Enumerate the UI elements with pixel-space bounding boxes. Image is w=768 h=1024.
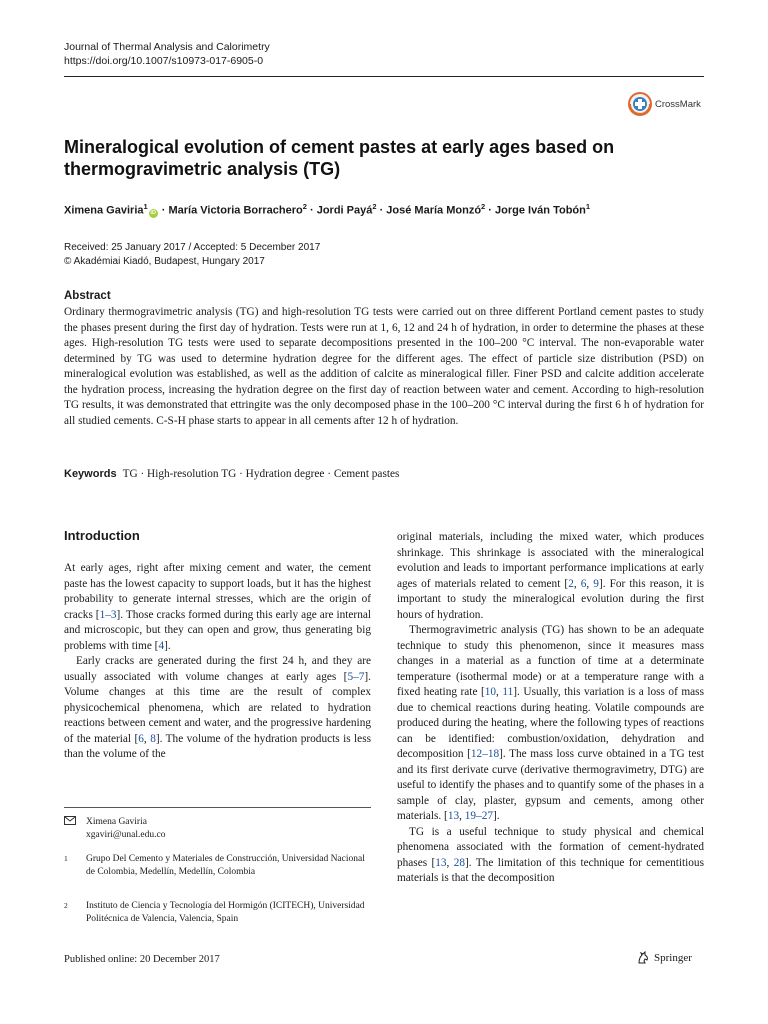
affiliation-footnote bbox=[64, 900, 371, 925]
introduction-heading: Introduction bbox=[64, 528, 140, 543]
abstract-heading: Abstract bbox=[64, 290, 111, 302]
citation-link[interactable]: 13 bbox=[447, 810, 460, 822]
author-separator: · bbox=[485, 204, 495, 217]
author-name[interactable]: Jorge Iván Tobón bbox=[495, 204, 586, 217]
received-dates: Received: 25 January 2017 / Accepted: 5 December 2017 bbox=[64, 242, 321, 253]
author-affiliation: 2 bbox=[302, 202, 307, 211]
abstract-text: Ordinary thermogravimetric analysis (TG) and high-resolution TG tests were carried out on three different Portland cement pastes to study the phases present during the first day of hydration. Tests were run at 1, 6, 12 and 24 h of hydration, in order to determine the phases at these ages. High-resolution TG tests were used to separate decompositions presented in the 100–200 °C interval. The non-evaporable water determined by TG was used to determine hydration degree for the different ages. The effect of particle size distribution (PSD) on mineralogical evolution was established, as well as the addition of calcite as mineralogical filler. Finer PSD and calcite addition accelerate the hydration process, increasing the hydration degree on the first day of reaction between water and cement. According to high-resolution TG results, it was demonstrated that ettringite was the only decomposed phase in the 100–200 °C interval during the first 6 h of hydration for all studied cements. C-S-H phase starts to appear in all cements after 12 h of hydration. bbox=[64, 306, 704, 427]
affiliation-number: 2 bbox=[64, 901, 68, 910]
citation-link[interactable]: 1–3 bbox=[99, 608, 117, 621]
body-column-right bbox=[397, 530, 704, 887]
author-affiliation: 1 bbox=[143, 202, 148, 211]
citation-link[interactable]: 5–7 bbox=[347, 670, 365, 683]
publisher-name: Springer bbox=[654, 952, 692, 964]
author-name[interactable]: María Victoria Borrachero bbox=[168, 204, 303, 217]
published-date: Published online: 20 December 2017 bbox=[64, 954, 220, 965]
paragraph: At early ages, right after mixing cement and water, the cement paste has the lowest capacity to support loads, but it has the highest probability to generate internal stresses, which are the origin of cracks [1–3]. Those cracks formed during this early age are internal and microscopic, but they can open and grow, thus generating big problems with time [4]. bbox=[64, 562, 371, 652]
contact-email[interactable]: xgaviri@unal.edu.co bbox=[86, 829, 166, 840]
copyright-line: © Akadémiai Kiadó, Budapest, Hungary 2017 bbox=[64, 256, 265, 267]
author-affiliation: 2 bbox=[372, 202, 377, 211]
paragraph: Thermogravimetric analysis (TG) has shown to be an adequate technique to study this phenomenon, since it measures mass changes in a material as a function of time at a determinate temperature (isothermal mode) or at a temperature range with a fixed heating rate [10, 11]. Usually, this variation is a loss of mass due to chemical reactions during heating. Volatile compounds are produced during the heating, where the following types of reactions can be identified: combustion/oxidation, dehydration and decomposition [12–18]. The mass loss curve obtained in a TG test and its first derivate curve (derivative thermogravimetry, DTG) are useful to identify the phases and to quantify some of the phases in a sample of clay, plaster, gypsum and cements, among other materials. [13, 19–27]. bbox=[397, 624, 704, 822]
author-separator: · bbox=[158, 204, 169, 217]
affiliation-footnote bbox=[64, 853, 371, 878]
citation-link[interactable]: 13 bbox=[435, 856, 447, 869]
publisher-logo bbox=[636, 951, 692, 965]
paragraph: Early cracks are generated during the first 24 h, and they are usually associated with volume changes at early ages [5–7]. Volume changes at this time are the result of complex physicochemical phenomena, which are related to hydration reactions between cement and water, and the progressive hardening of the material [6, 8]. The volume of the hydration products is less than the volume of the bbox=[64, 655, 371, 760]
affiliation-text: Grupo Del Cemento y Materiales de Construcción, Universidad Nacional de Colombia, Medellín, Medellín, Colombia bbox=[86, 854, 365, 877]
author-name[interactable]: Ximena Gaviria bbox=[64, 204, 144, 217]
paragraph: TG is a useful technique to study physical and chemical phenomena associated with the formation of cement-hydrated phases [13, 28]. The limitation of this technique for cementitious materials is that the decomposition bbox=[397, 825, 704, 884]
citation-link[interactable]: 19–27 bbox=[464, 810, 494, 822]
author-list bbox=[64, 202, 704, 218]
author-separator: · bbox=[306, 204, 317, 217]
affiliation-number: 1 bbox=[64, 854, 68, 863]
contact-name: Ximena Gaviria bbox=[86, 817, 147, 827]
citation-link[interactable]: 6 bbox=[138, 732, 144, 745]
author-name[interactable]: Jordi Payá bbox=[316, 204, 373, 217]
orcid-icon[interactable]: iD bbox=[150, 209, 156, 216]
citation-link[interactable]: 12–18 bbox=[470, 748, 500, 760]
crossmark-icon bbox=[628, 92, 652, 116]
paragraph: original materials, including the mixed water, which produces shrinkage. This shrinkage is associated with the mineralogical evolution and leads to important performance implications at early ages of materials related to cement [2, 6, 9]. For this reason, it is important to study the mineralogical evolution during the first hours of hydration. bbox=[397, 531, 704, 621]
citation-link[interactable]: 2 bbox=[568, 577, 574, 590]
citation-link[interactable]: 9 bbox=[593, 577, 599, 590]
keywords-list: TG · High-resolution TG · Hydration degree · Cement pastes bbox=[122, 468, 400, 480]
author-affiliation: 2 bbox=[481, 202, 486, 211]
keywords-label: Keywords bbox=[64, 468, 117, 480]
author-affiliation: 1 bbox=[585, 202, 591, 211]
footnote-rule bbox=[64, 807, 371, 808]
affiliation-text: Instituto de Ciencia y Tecnología del Hormigón (ICITECH), Universidad Politécnica de Valencia, Valencia, Spain bbox=[86, 901, 365, 924]
crossmark-label: CrossMark bbox=[655, 98, 701, 110]
keywords bbox=[64, 468, 399, 480]
envelope-icon bbox=[64, 816, 76, 830]
author-separator: · bbox=[376, 204, 387, 217]
journal-name: Journal of Thermal Analysis and Calorimetry bbox=[64, 41, 270, 53]
author-name[interactable]: José María Monzó bbox=[386, 204, 482, 217]
springer-horse-icon bbox=[636, 951, 650, 965]
citation-link[interactable]: 11 bbox=[502, 686, 514, 698]
citation-link[interactable]: 28 bbox=[453, 856, 466, 869]
crossmark-badge[interactable] bbox=[628, 92, 701, 116]
contact-footnote bbox=[64, 816, 165, 841]
doi-link[interactable]: https://doi.org/10.1007/s10973-017-6905-0 bbox=[64, 55, 264, 67]
journal-header bbox=[64, 40, 270, 68]
paper-title: Mineralogical evolution of cement pastes at early ages based on thermogravimetric analysis (TG) bbox=[64, 137, 615, 179]
citation-link[interactable]: 6 bbox=[580, 577, 587, 590]
body-column-left bbox=[64, 561, 371, 763]
header-rule bbox=[64, 76, 704, 77]
citation-link[interactable]: 8 bbox=[150, 732, 156, 745]
citation-link[interactable]: 4 bbox=[158, 639, 165, 652]
received-info bbox=[64, 241, 320, 269]
citation-link[interactable]: 10 bbox=[484, 686, 497, 698]
